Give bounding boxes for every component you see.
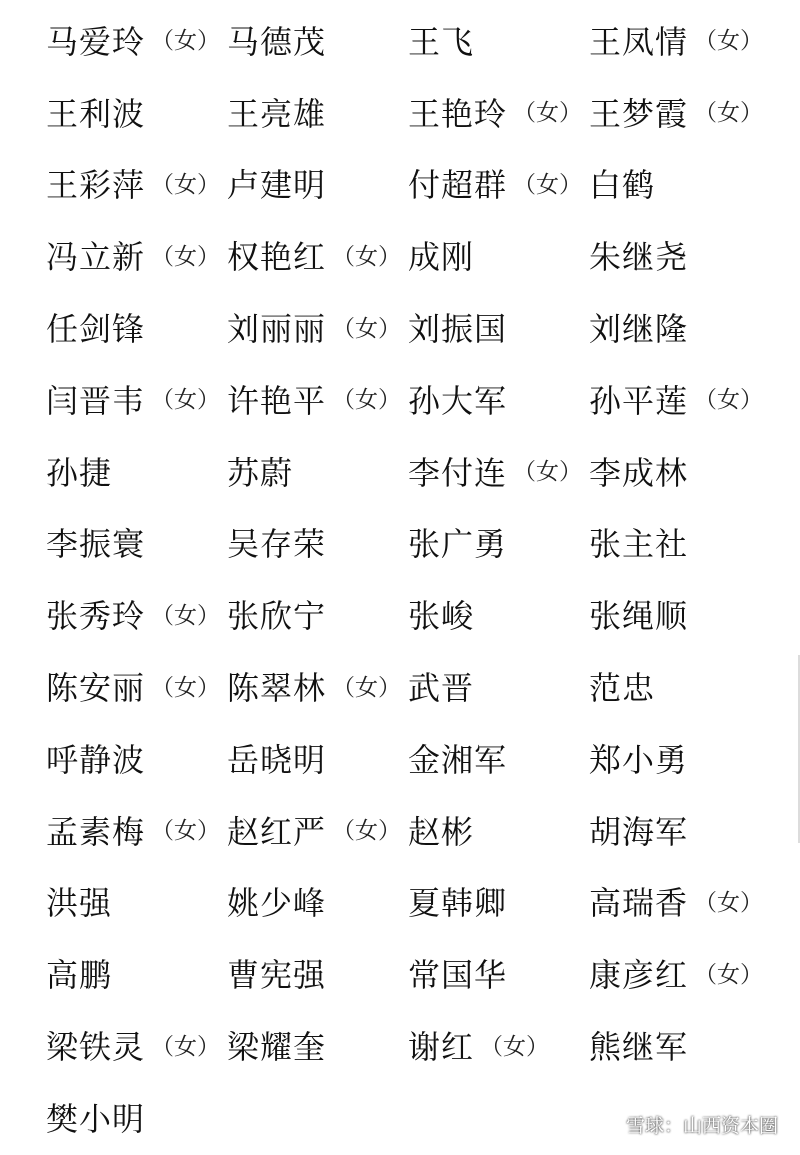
person-name: 王飞 [408, 22, 475, 61]
person-name: 王艳玲 [408, 94, 508, 133]
name-entry [46, 796, 227, 868]
person-name: 姚少峰 [227, 884, 327, 923]
name-entry [227, 652, 408, 724]
person-name: 谢红 [408, 1028, 475, 1067]
person-name: 李振寰 [46, 525, 146, 564]
name-entry [46, 1083, 227, 1155]
female-tag: （女） [480, 1033, 550, 1060]
name-entry [46, 150, 227, 222]
name-entry [46, 1011, 227, 1083]
person-name: 张峻 [408, 597, 475, 636]
name-entry [408, 293, 589, 365]
female-tag: （女） [332, 315, 402, 342]
female-tag: （女） [151, 28, 221, 55]
female-tag: （女） [694, 100, 764, 127]
person-name: 许艳平 [227, 381, 327, 420]
person-name: 胡海军 [589, 812, 689, 851]
person-name: 张绳顺 [589, 597, 689, 636]
person-name: 冯立新 [46, 238, 146, 277]
person-name: 张广勇 [408, 525, 508, 564]
person-name: 卢建明 [227, 166, 327, 205]
name-entry [46, 78, 227, 150]
name-entry [408, 939, 589, 1011]
watermark [594, 1111, 778, 1138]
name-entry [227, 580, 408, 652]
name-entry [408, 6, 589, 78]
name-entry [46, 365, 227, 437]
person-name: 孙大军 [408, 381, 508, 420]
person-name: 孙平莲 [589, 381, 689, 420]
person-name: 梁铁灵 [46, 1028, 146, 1067]
female-tag: （女） [694, 889, 764, 916]
name-entry [46, 6, 227, 78]
name-entry [408, 1011, 589, 1083]
person-name: 马德茂 [227, 22, 327, 61]
person-name: 樊小明 [46, 1099, 146, 1138]
female-tag: （女） [151, 818, 221, 845]
name-entry [227, 437, 408, 509]
name-entry [589, 652, 766, 724]
name-entry [227, 150, 408, 222]
person-name: 王利波 [46, 94, 146, 133]
person-name: 张秀玲 [46, 597, 146, 636]
snowball-logo-icon [594, 1112, 620, 1138]
person-name: 王彩萍 [46, 166, 146, 205]
female-tag: （女） [151, 674, 221, 701]
name-entry [46, 221, 227, 293]
person-name: 洪强 [46, 884, 113, 923]
person-name: 李付连 [408, 453, 508, 492]
name-entry [589, 293, 766, 365]
name-entry [46, 939, 227, 1011]
name-entry [227, 724, 408, 796]
name-entry [589, 150, 766, 222]
person-name: 王梦霞 [589, 94, 689, 133]
person-name: 刘丽丽 [227, 310, 327, 349]
name-entry [408, 150, 589, 222]
name-entry [589, 509, 766, 581]
person-name: 吴存荣 [227, 525, 327, 564]
person-name: 李成林 [589, 453, 689, 492]
person-name: 康彦红 [589, 956, 689, 995]
name-entry [408, 221, 589, 293]
person-name: 张欣宁 [227, 597, 327, 636]
person-name: 常国华 [408, 956, 508, 995]
person-name: 岳晓明 [227, 740, 327, 779]
name-entry [227, 293, 408, 365]
name-entry [227, 939, 408, 1011]
name-entry [589, 78, 766, 150]
name-entry [227, 78, 408, 150]
person-name: 孙捷 [46, 453, 113, 492]
person-name: 朱继尧 [589, 238, 689, 277]
person-name: 刘振国 [408, 310, 508, 349]
name-entry [408, 796, 589, 868]
person-name: 王亮雄 [227, 94, 327, 133]
person-name: 呼静波 [46, 740, 146, 779]
name-entry [46, 652, 227, 724]
female-tag: （女） [151, 1033, 221, 1060]
person-name: 刘继隆 [589, 310, 689, 349]
person-name: 权艳红 [227, 238, 327, 277]
person-name: 范忠 [589, 669, 656, 708]
person-name: 曹宪强 [227, 956, 327, 995]
person-name: 陈安丽 [46, 669, 146, 708]
person-name: 任剑锋 [46, 310, 146, 349]
person-name: 梁耀奎 [227, 1028, 327, 1067]
person-name: 夏韩卿 [408, 884, 508, 923]
name-entry [408, 652, 589, 724]
name-entry [408, 437, 589, 509]
female-tag: （女） [332, 674, 402, 701]
name-entry [589, 939, 766, 1011]
name-entry [227, 509, 408, 581]
name-entry [589, 437, 766, 509]
person-name: 王凤情 [589, 22, 689, 61]
person-name: 孟素梅 [46, 812, 146, 851]
name-entry [227, 868, 408, 940]
female-tag: （女） [694, 28, 764, 55]
female-tag: （女） [694, 961, 764, 988]
name-entry [589, 796, 766, 868]
name-entry [227, 796, 408, 868]
name-entry [408, 868, 589, 940]
person-name: 白鹤 [589, 166, 656, 205]
female-tag: （女） [151, 243, 221, 270]
person-name: 金湘军 [408, 740, 508, 779]
person-name: 苏蔚 [227, 453, 294, 492]
name-entry [46, 437, 227, 509]
female-tag: （女） [332, 818, 402, 845]
female-tag: （女） [332, 387, 402, 414]
name-entry [227, 221, 408, 293]
name-entry [46, 724, 227, 796]
person-name: 马爱玲 [46, 22, 146, 61]
female-tag: （女） [151, 387, 221, 414]
person-name: 武晋 [408, 669, 475, 708]
female-tag: （女） [151, 171, 221, 198]
name-entry [589, 6, 766, 78]
name-entry [227, 365, 408, 437]
person-name: 付超群 [408, 166, 508, 205]
person-name: 郑小勇 [589, 740, 689, 779]
female-tag: （女） [332, 243, 402, 270]
person-name: 高瑞香 [589, 884, 689, 923]
name-entry [46, 293, 227, 365]
person-name: 赵彬 [408, 812, 475, 851]
name-entry [408, 365, 589, 437]
name-entry [408, 580, 589, 652]
name-entry [46, 509, 227, 581]
female-tag: （女） [694, 387, 764, 414]
person-name: 成刚 [408, 238, 475, 277]
name-entry [589, 724, 766, 796]
name-entry [408, 509, 589, 581]
name-list [46, 6, 766, 1155]
name-entry [589, 1011, 766, 1083]
name-entry [589, 365, 766, 437]
name-entry [227, 6, 408, 78]
female-tag: （女） [513, 171, 583, 198]
name-entry [589, 221, 766, 293]
person-name: 张主社 [589, 525, 689, 564]
watermark-text: 雪球：山西资本圈 [625, 1115, 778, 1137]
person-name: 闫晋韦 [46, 381, 146, 420]
name-entry [227, 1011, 408, 1083]
female-tag: （女） [513, 459, 583, 486]
female-tag: （女） [513, 100, 583, 127]
person-name: 赵红严 [227, 812, 327, 851]
name-entry [589, 580, 766, 652]
name-entry [46, 580, 227, 652]
name-entry [46, 868, 227, 940]
person-name: 熊继军 [589, 1028, 689, 1067]
name-entry [408, 724, 589, 796]
female-tag: （女） [151, 602, 221, 629]
person-name: 陈翠林 [227, 669, 327, 708]
person-name: 高鹏 [46, 956, 113, 995]
name-entry [589, 868, 766, 940]
name-entry [408, 78, 589, 150]
